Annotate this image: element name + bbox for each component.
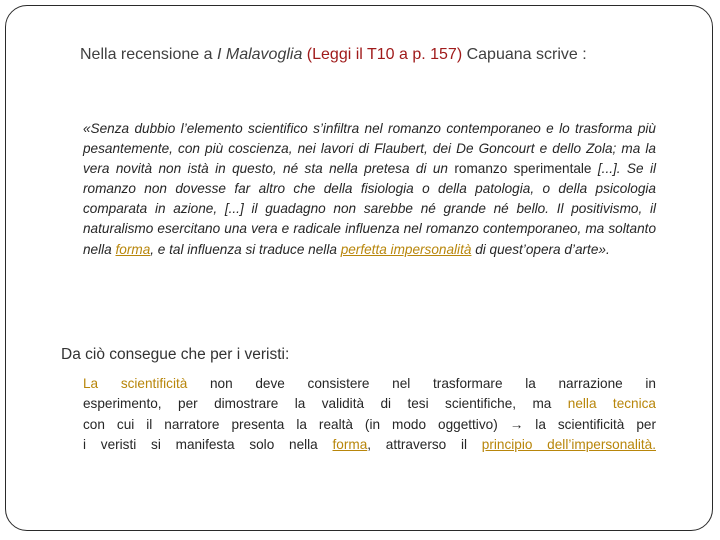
veristi-paragraph — [83, 374, 656, 456]
veristi-line-3: con cui il narratore presenta la realtà (in modo oggettivo) → la scientificità per — [83, 416, 656, 432]
capuana-quote — [83, 119, 656, 260]
veristi-line-4-text: i veristi si manifesta solo nella — [83, 437, 333, 453]
veristi-line-1-rest: non deve consistere nel trasformare la narrazione in — [187, 376, 656, 391]
veristi-principio-impersonalita: principio dell’impersonalità. — [481, 437, 656, 453]
quote-part-3: , e tal influenza si traduce nella — [150, 241, 341, 257]
quote-forma: forma — [115, 241, 151, 257]
slide-title — [80, 44, 680, 66]
quote-romanzo-sperimentale: romanzo sperimentale — [454, 161, 592, 177]
title-prefix: Nella recensione a — [80, 46, 217, 63]
quote-part-4: di quest’opera d’arte». — [471, 241, 610, 257]
veristi-line-4-mid: , attraverso il — [367, 437, 482, 453]
veristi-forma: forma — [332, 437, 368, 453]
veristi-line-2-text: esperimento, per dimostrare la validità di tesi scientifiche, ma — [83, 396, 568, 412]
title-work: I Malavoglia — [216, 46, 303, 63]
veristi-nella-tecnica: nella tecnica — [567, 396, 656, 412]
quote-impersonalita: perfetta impersonalità — [340, 241, 472, 257]
title-suffix: Capuana scrive : — [462, 46, 587, 63]
title-reference: (Leggi il T10 a p. 157) — [306, 46, 463, 63]
veristi-line-1 — [83, 374, 656, 394]
veristi-line-2 — [83, 394, 656, 414]
veristi-line-4 — [83, 435, 656, 455]
consequence-heading: Da ciò consegue che per i veristi: — [61, 346, 290, 363]
quote-part-2: [...]. Se il romanzo non dovesse far altro che della fisiologia o della patologia, o della psicologia comparata in azione, [...] il guadagno non sarebbe né grande né bello. Il positivismo, il naturalismo esercitano una vera e radicale influenza nel romanzo contemporaneo, ma soltanto nella — [83, 161, 656, 257]
quote-part-1: «Senza dubbio l’elemento scientifico s’infiltra nel romanzo contemporaneo e lo trasforma più pesantemente, con più coscienza, nei lavori di Flaubert, dei De Goncourt e dello Zola; ma la vera novità non istà in questo, né sta nella pretesa di un — [83, 121, 656, 177]
veristi-scientificita: La scientificità — [83, 376, 188, 391]
